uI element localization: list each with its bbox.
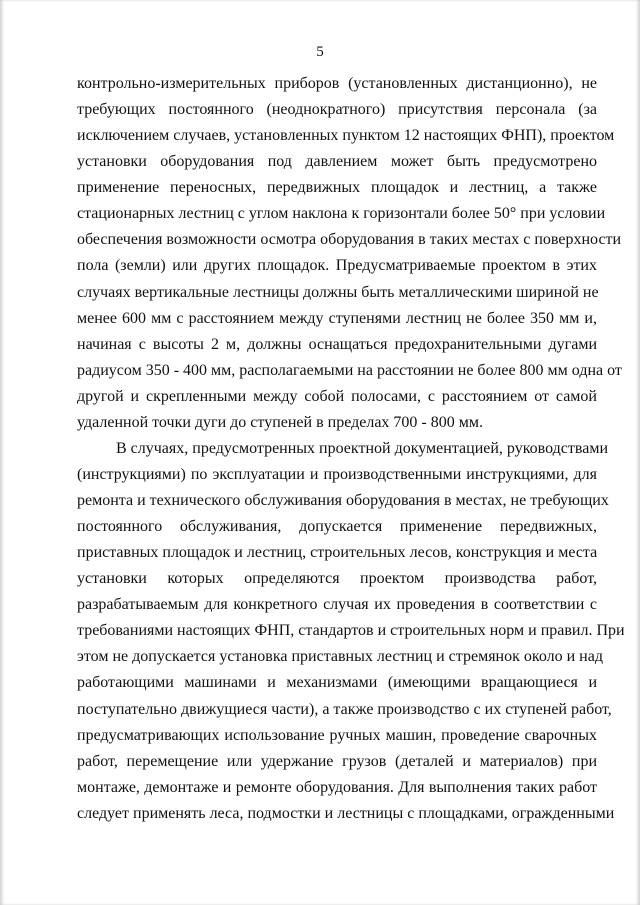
text-line: другой и скрепленными между собой полосами, с расстоянием от самой [77,387,597,405]
text-line: установки оборудования под давлением может быть предусмотрено [77,153,597,171]
text-line: стационарных лестниц с углом наклона к горизонтали более 50° при условии [77,205,606,223]
text-line: радиусом 350 - 400 мм, располагаемыми на расстоянии не более 800 мм одна от [77,361,622,379]
text-line: поступательно движущиеся части), а также производство с их ступеней работ, [77,700,612,718]
text-line: пола (земли) или других площадок. Предусматриваемые проектом в этих [77,257,597,275]
text-line: требующих постоянного (неоднократного) присутствия персонала (за [77,101,597,119]
text-line: исключением случаев, установленных пунктом 12 настоящих ФНП), проектом [77,127,615,145]
text-line: удаленной точки дуги до ступеней в пределах 700 - 800 мм. [77,413,483,431]
text-line: требованиями настоящих ФНП, стандартов и строительных норм и правил. При [77,622,625,640]
text-line: работ, перемещение или удержание грузов (деталей и материалов) при [77,752,597,770]
text-line: обеспечения возможности осмотра оборудования в таких местах с поверхности [77,231,622,249]
page-number: 5 [316,44,324,60]
text-line: применение переносных, передвижных площадок и лестниц, а также [77,179,597,197]
text-line: следует применять леса, подмостки и лестницы с площадками, огражденными [77,804,615,822]
text-line: приставных площадок и лестниц, строительных лесов, конструкция и места [77,544,598,562]
text-line: разрабатываемым для конкретного случая их проведения в соответствии с [77,596,597,614]
text-line: начиная с высоты 2 м, должны оснащаться предохранительными дугами [77,335,597,353]
text-line: предусматривающих использование ручных машин, проведение сварочных [77,726,597,744]
text-line: монтаже, демонтаже и ремонте оборудования. Для выполнения таких работ [77,778,597,796]
paragraph [77,71,622,436]
text-line: ремонта и технического обслуживания оборудования в местах, не требующих [77,492,609,509]
text-line: установки которых определяются проектом производства работ, [77,570,597,588]
text-line: менее 600 мм с расстоянием между ступенями лестниц не более 350 мм и, [77,309,597,327]
text-line: этом не допускается установка приставных лестниц и стремянок около и над [77,648,603,666]
document-body [77,71,625,827]
text-line: случаях вертикальные лестницы должны быть металлическими шириной не [77,283,599,301]
text-line: работающими машинами и механизмами (имеющими вращающиеся и [77,674,597,692]
text-line: контрольно-измерительных приборов (установленных дистанционно), не [77,75,597,92]
text-line: В случаях, предусмотренных проектной документацией, руководствами [116,439,609,457]
text-line: постоянного обслуживания, допускается применение передвижных, [77,518,597,536]
text-line: (инструкциями) по эксплуатации и производственными инструкциями, для [77,465,597,483]
paragraph [77,436,625,827]
